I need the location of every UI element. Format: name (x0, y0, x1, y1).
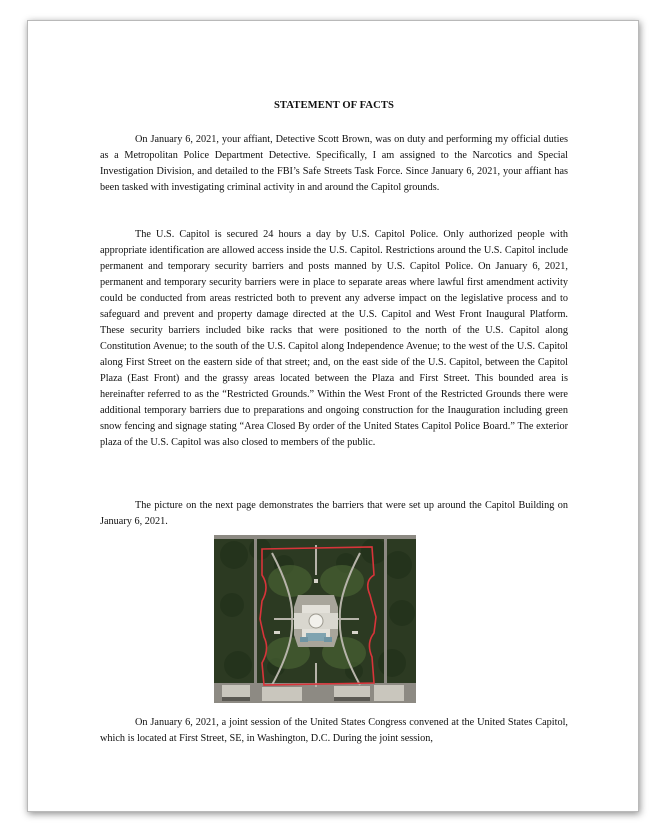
capitol-aerial-map-image (214, 535, 416, 703)
paragraph-2: The U.S. Capitol is secured 24 hours a day by U.S. Capitol Police. Only authorized people with appropriate identification are allowed access inside the U.S. Capitol. Restrictions around the U.S. Capitol include permanent and temporary security barriers and posts manned by U.S. Capitol Police. On January 6, 2021, permanent and temporary security barriers were in place to separate areas where lawful first amendment activity could be conducted from areas restricted both to prevent any adverse impact on the legislative process and to safeguard and prevent and property damage directed at the U.S. Capitol and West Front Inaugural Platform. These security barriers included bike racks that were positioned to the north of the U.S. Capitol along Constitution Avenue; to the south of the U.S. Capitol along Independence Avenue; to the west of the U.S. Capitol along First Street on the eastern side of that street; and, on the east side of the U.S. Capitol, between the Capitol Plaza (East Front) and the grassy areas located between the Plaza and First Street. This bounded area is hereinafter referred to as the “Restricted Grounds.” Within the West Front of the Restricted Grounds there were additional temporary barriers due to preparations and ongoing construction for the Inauguration including green snow fencing and signage stating “Area Closed By order of the United States Capitol Police Board.” The exterior plaza of the U.S. Capitol was also closed to members of the public. (100, 229, 568, 448)
paragraph-4: On January 6, 2021, a joint session of the United States Congress convened at the United States Capitol, which is located at First Street, SE, in Washington, D.C. During the joint session, (100, 717, 568, 744)
paragraph-1: On January 6, 2021, your affiant, Detective Scott Brown, was on duty and performing my official duties as a Metropolitan Police Department Detective. Specifically, I am assigned to the Narcotics and Special Investigation Division, and detailed to the FBI’s Safe Streets Task Force. Since January 6, 2021, your affiant has been tasked with investigating criminal activity in and around the Capitol grounds. (100, 134, 568, 193)
document-title: STATEMENT OF FACTS (273, 100, 395, 111)
paragraph-3: The picture on the next page demonstrates the barriers that were set up around the Capitol Building on January 6, 2021. (100, 500, 568, 527)
document-page (27, 20, 639, 812)
aerial-photo (214, 535, 416, 703)
